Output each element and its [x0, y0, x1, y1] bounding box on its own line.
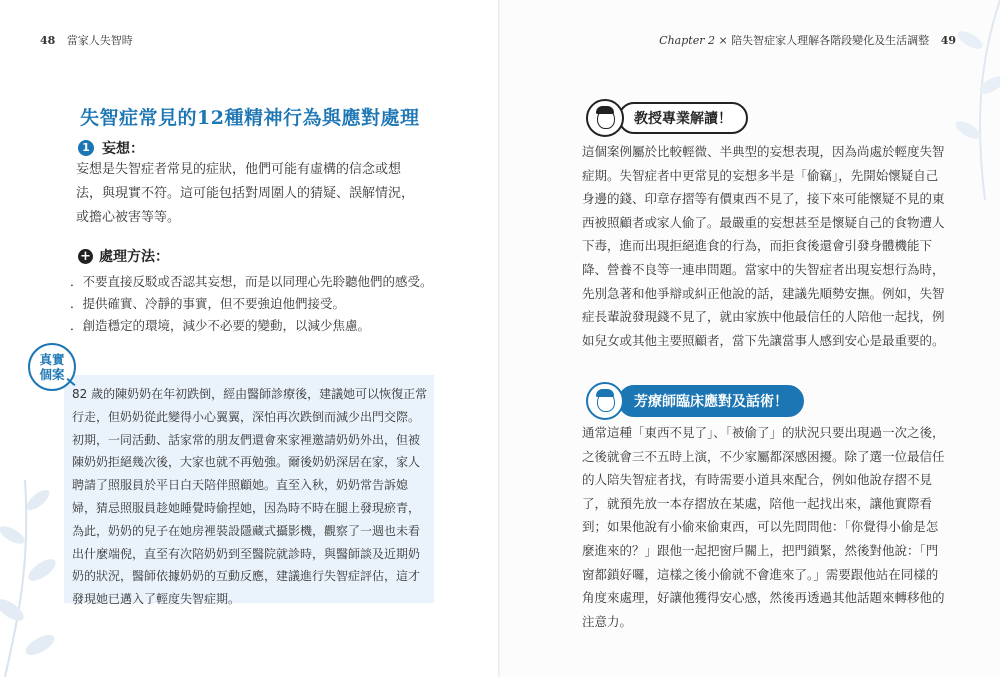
right-header — [659, 32, 956, 48]
item-number-badge: 1 — [78, 140, 94, 156]
case-text: 82 歲的陳奶奶在年初跌倒，經由醫師診療後，建議她可以恢復正常行走，但奶奶從此變得小心翼翼，深怕再次跌倒而減少出門交際。初期，一同活動、話家常的朋友們還會來家裡邀請奶奶外出，但被陳奶奶拒絕幾次後，大家也就不再勉強。爾後奶奶深居在家，家人聘請了照服員於平日白天陪伴照顧她。直至入秋，奶奶常告訴媳婦，猜忌照服員趁她睡覺時偷捏她，因為時不時在腿上發現瘀青，為此，奶奶的兒子在她房裡裝設隱藏式攝影機，觀察了一週也未看出什麼端倪，直至有次陪奶奶到至醫院就診時，與醫師談及近期奶奶的狀況，醫師依據奶奶的互動反應，建議進行失智症評估，這才發現她已邁入了輕度失智症期。 — [72, 387, 428, 607]
left-header — [40, 32, 133, 48]
therapist-banner — [586, 382, 804, 420]
therapist-avatar-icon — [586, 382, 624, 420]
right-chapter: Chapter 2 — [659, 34, 715, 47]
leaf-decoration-icon — [0, 440, 70, 677]
method-heading — [78, 246, 169, 266]
item-description: 妄想是失智症者常見的症狀，他們可能有虛構的信念或想法，與現實不符。這可能包括對周圍人的猜疑、誤解情況，或擔心被害等等。 — [76, 162, 415, 225]
section-title: 失智症常見的12種精神行為與應對處理 — [80, 107, 420, 129]
list-item: ．創造穩定的環境，減少不必要的變動，以減少焦慮。 — [70, 318, 371, 333]
left-running-title: 當家人失智時 — [66, 34, 133, 47]
case-badge — [28, 343, 76, 391]
left-page-number: 48 — [40, 34, 56, 47]
case-badge-line2: 個案 — [39, 367, 65, 382]
item-heading — [78, 138, 144, 158]
method-list — [70, 271, 450, 337]
item-title: 妄想： — [102, 141, 144, 157]
therapist-label: 芳療師臨床應對及話術！ — [618, 385, 804, 417]
professor-banner — [586, 99, 748, 137]
right-running-title: × 陪失智症家人理解各階段變化及生活調整 — [718, 34, 930, 47]
case-badge-line1: 真實 — [39, 352, 65, 367]
plus-icon: + — [78, 249, 93, 264]
therapist-text: 通常這種「東西不見了」、「被偷了」的狀況只要出現過一次之後，之後就會三不五時上演，不少家屬都深感困擾。除了選一位最信任的人陪失智症者找，有時需要小道具來配合，例如他說存摺不見了，就預先放一本存摺放在某處，陪他一起找出來，讓他實際看到；如果他說有小偷來偷東西，可以先問問他：「你覺得小偷是怎麼進來的？」跟他一起把窗戶關上，把門鎖緊，然後對他說：「門窗都鎖好囉，這樣之後小偷就不會進來了。」需要跟他站在同樣的角度來處理，好讓他獲得安心感，然後再透過其他話題來轉移他的注意力。 — [582, 425, 945, 629]
professor-avatar-icon — [586, 99, 624, 137]
method-title: 處理方法： — [99, 249, 169, 265]
list-item: ．不要直接反駁或否認其妄想，而是以同理心先聆聽他們的感受。 — [70, 274, 433, 289]
professor-label: 教授專業解讀！ — [618, 102, 748, 134]
professor-text: 這個案例屬於比較輕微、半典型的妄想表現，因為尚處於輕度失智症期。失智症者中更常見的妄想多半是「偷竊」，先開始懷疑自己身邊的錢、印章存摺等有價東西不見了，接下來可能懷疑不見的東西被照顧者或家人偷了。最嚴重的妄想甚至是懷疑自己的食物遭人下毒，進而出現拒絕進食的行為，而拒食後還會引發身體機能下降、營養不良等一連串問題。當家中的失智症者出現妄想行為時，先別急著和他爭辯或糾正他說的話，建議先順勢安撫。例如，失智症長輩說發現錢不見了，就由家族中他最信任的人陪他一起找，例如兒女或其他主要照顧者，當下先讓當事人感到安心是最重要的。 — [582, 144, 945, 348]
list-item: ．提供確實、冷靜的事實，但不要強迫他們接受。 — [70, 296, 346, 311]
right-page-number: 49 — [940, 34, 956, 47]
